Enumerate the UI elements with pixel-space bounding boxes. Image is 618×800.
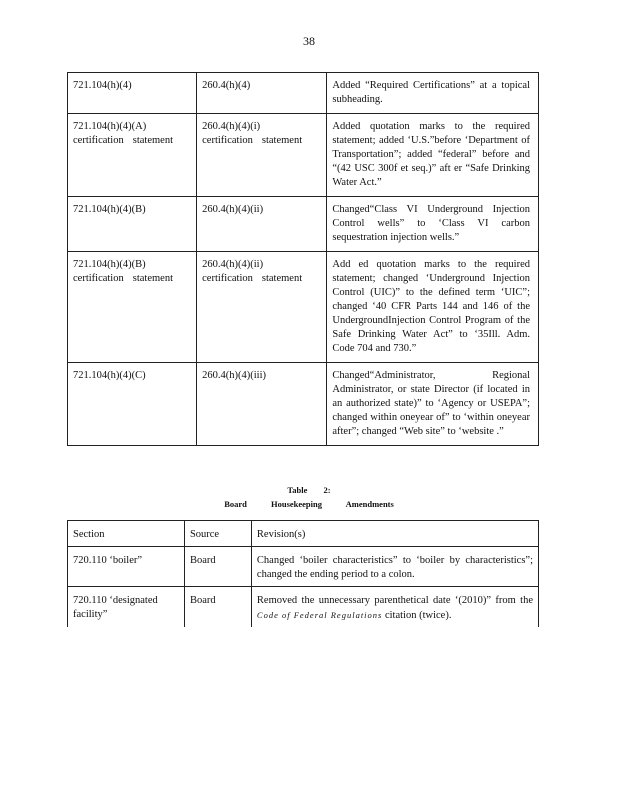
row-source: [197, 363, 327, 446]
table-row: [68, 587, 539, 628]
table-caption-title: Board Housekeeping Amendments: [224, 499, 394, 509]
table-row: [68, 363, 539, 446]
row-section: [68, 252, 197, 363]
table-row: [68, 197, 539, 252]
row-section-ref: 721.104(h)(4)(A): [73, 121, 147, 132]
row-source: Board: [184, 587, 251, 628]
row-source-ref: 260.4(h)(4)(iii): [202, 370, 266, 381]
row-section: [68, 197, 197, 252]
row-source-ref: 260.4(h)(4): [202, 80, 251, 91]
row-source: [197, 73, 327, 114]
table-header-row: [68, 521, 539, 547]
row-revision: Added “Required Certifications” at a topical subheading.: [327, 73, 539, 114]
header-source: Source: [184, 521, 251, 547]
revision-text: Removed the unnecessary parenthetical date ‘(2010)” from the: [256, 595, 533, 606]
row-section: [68, 363, 197, 446]
row-revision: Changed“Class VI Underground Injection Control wells” to ‘Class VI carbon sequestration injection wells.”: [327, 197, 539, 252]
row-source: [197, 197, 327, 252]
housekeeping-table: [67, 520, 539, 627]
row-revision: Changed ‘boiler characteristics” to ‘boiler by characteristics”; changed the ending period to a colon.: [251, 547, 538, 587]
row-section: [68, 114, 197, 197]
revision-text: citation (twice).: [384, 610, 452, 621]
row-source-ref: 260.4(h)(4)(ii): [202, 204, 264, 215]
row-section-ref: 721.104(h)(4): [73, 80, 132, 91]
row-source: [197, 114, 327, 197]
row-source-ref: 260.4(h)(4)(i): [202, 121, 261, 132]
row-source: Board: [184, 547, 251, 587]
table-caption: [0, 483, 618, 511]
table-caption-number: Table 2:: [287, 485, 331, 495]
cfr-citation: Code of Federal Regulations: [256, 610, 383, 620]
header-section: Section: [68, 521, 185, 547]
row-source-ref: 260.4(h)(4)(ii): [202, 259, 264, 270]
table-row: [68, 114, 539, 197]
row-section-subtitle: certification statement: [73, 273, 173, 284]
row-section: [68, 73, 197, 114]
table-row: [68, 252, 539, 363]
row-revision: [251, 587, 538, 628]
table-row: [68, 73, 539, 114]
row-section-ref: 721.104(h)(4)(C): [73, 370, 146, 381]
row-source-subtitle: certification statement: [202, 273, 303, 284]
row-section: 720.110 ‘boiler”: [68, 547, 185, 587]
row-revision: Add ed quotation marks to the required statement; changed ‘Underground Injection Control (UIC)” to the defined term ‘UIC”; changed ‘40 CFR Parts 144 and 146 of the UndergroundInjection Control Program of the Safe Drinking Water Act” to ‘35Ill. Adm. Code 704 and 730.”: [327, 252, 539, 363]
row-revision: Added quotation marks to the required statement; added ‘U.S.”before ‘Department of Transportation”; added “federal” before and “(42 USC 300f et seq.)” aft er “Safe Drinking Water Act.”: [327, 114, 539, 197]
row-section-ref: 721.104(h)(4)(B): [73, 204, 146, 215]
page-number: 38: [303, 34, 315, 48]
row-source-subtitle: certification statement: [202, 135, 303, 146]
row-section-subtitle: certification statement: [73, 135, 173, 146]
row-revision: Changed“Administrator, Regional Administrator, or state Director (if located in an authorized state)” to ‘Agency or USEPA”; changed within oneyear of” to ‘within oneyear after”; changed “Web site” to ‘website .”: [327, 363, 539, 446]
header-revisions: Revision(s): [251, 521, 538, 547]
row-section-ref: 721.104(h)(4)(B): [73, 259, 146, 270]
revisions-table: [67, 72, 539, 446]
row-section: 720.110 ‘designated facility”: [68, 587, 185, 628]
table-row: [68, 547, 539, 587]
row-source: [197, 252, 327, 363]
